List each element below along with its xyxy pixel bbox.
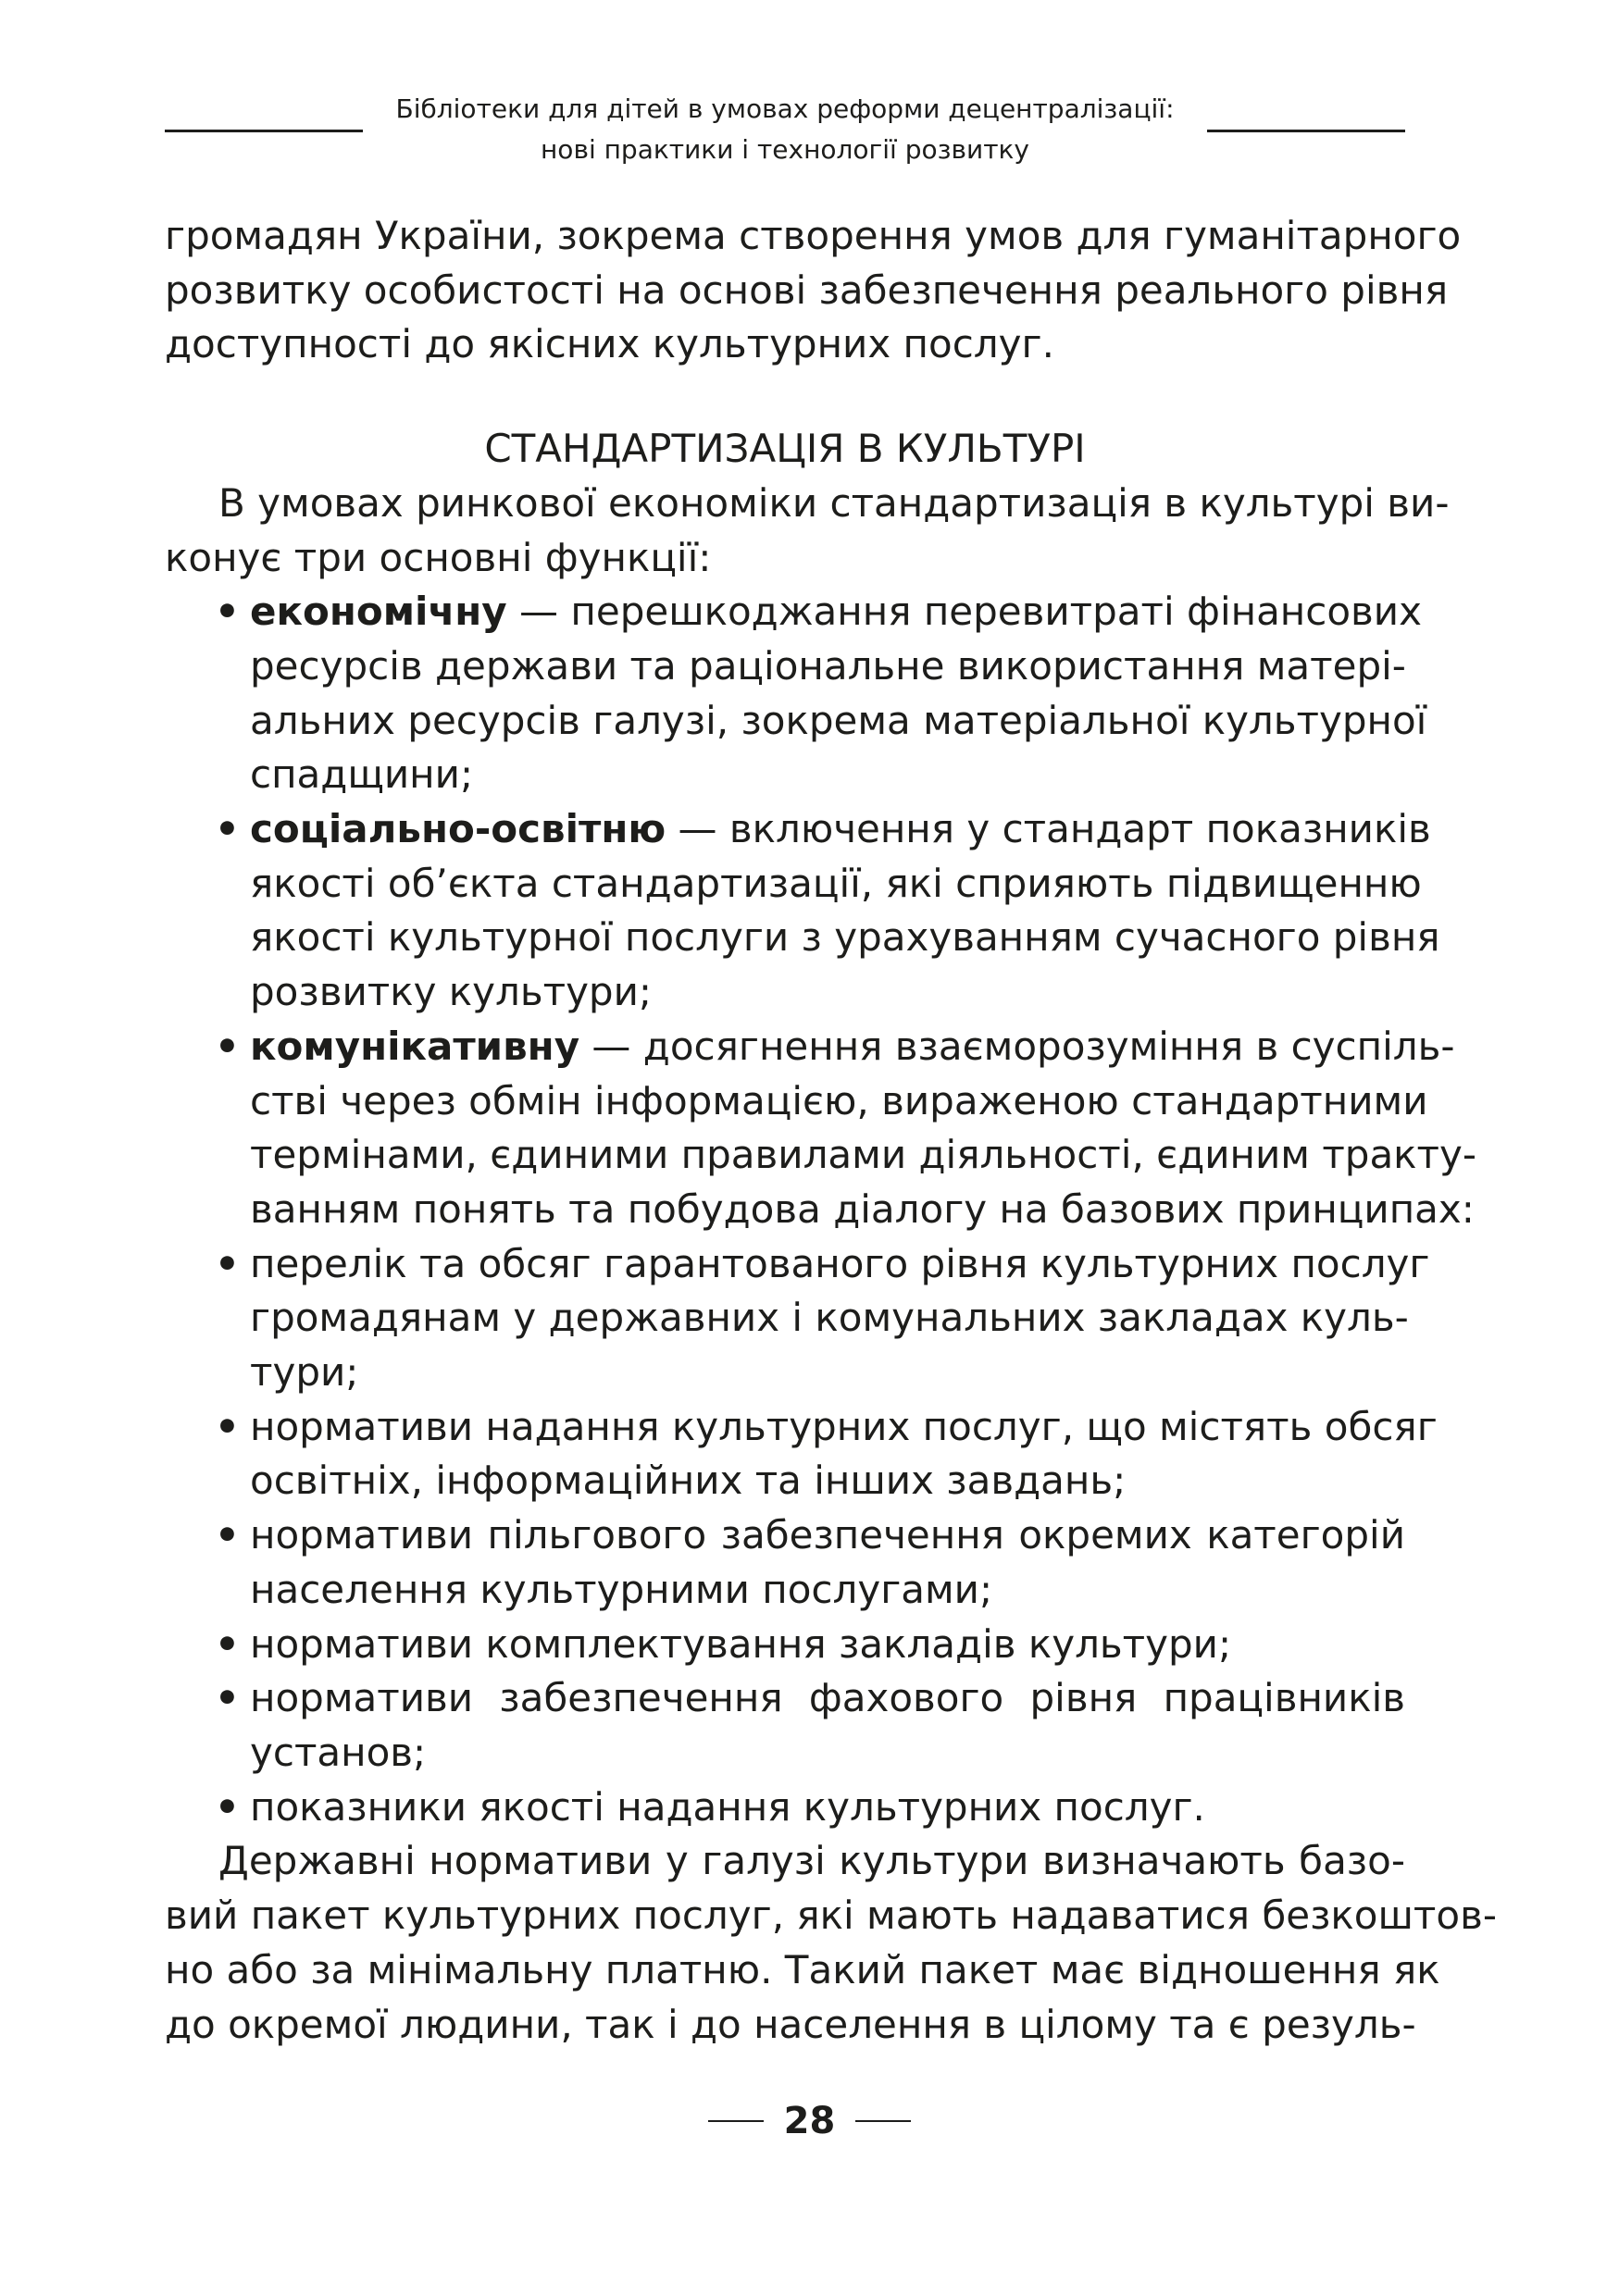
bullet-continuation: громадянам у державних і комунальних закладах куль-	[250, 1295, 1409, 1341]
list-item-text: нормативи комплектування закладів культури;	[250, 1620, 1232, 1667]
bullet-continuation: якості об’єкта стандартизації, які сприяють підвищенню	[250, 860, 1422, 906]
bullet-icon: •	[215, 806, 240, 852]
page-number: 28	[783, 2100, 836, 2142]
bullet-icon: •	[215, 1023, 240, 1069]
bullet-continuation: альних ресурсів галузі, зокрема матеріальної культурної	[250, 697, 1427, 743]
bullet-continuation: якості культурної послуги з урахуванням сучасного рівня	[250, 914, 1440, 961]
bullet-continuation: ресурсів держави та раціональне використання матері-	[250, 642, 1406, 689]
page-footer	[0, 2093, 1619, 2149]
bullet-continuation: освітніх, інформаційних та інших завдань;	[250, 1458, 1127, 1504]
bullet-icon: •	[215, 1675, 240, 1721]
list-item-text: нормативи пільгового забезпечення окремих категорій	[250, 1512, 1405, 1558]
bullet-icon: •	[215, 1783, 240, 1830]
bullet-continuation: термінами, єдиними правилами діяльності, єдиним тракту-	[250, 1132, 1477, 1178]
intro-line: доступності до якісних культурних послуг.	[165, 321, 1054, 367]
bullet-line	[165, 1400, 1438, 1455]
bullet-continuation: установ;	[250, 1729, 427, 1775]
closing-line: вий пакет культурних послуг, які мають надаватися безкоштов-	[165, 1893, 1497, 1939]
bullet-icon: •	[215, 589, 240, 635]
bullet-line	[165, 802, 1431, 857]
bullet-line	[165, 1618, 1405, 1672]
intro-line: громадян України, зокрема створення умов для гуманітарного	[165, 213, 1462, 258]
bullet-icon: •	[215, 1512, 240, 1558]
list-item-text: нормативи надання культурних послуг, що містять обсяг	[250, 1403, 1438, 1449]
list-item	[165, 1237, 1430, 1400]
list-item	[165, 1400, 1438, 1508]
function-item-communicative	[165, 1020, 1477, 1237]
header-title-line-2: нові практики і технології розвитку	[541, 134, 1029, 165]
function-description: — досягнення взаєморозуміння в суспіль-	[579, 1023, 1455, 1069]
bullet-icon: •	[215, 1240, 240, 1286]
section-heading: СТАНДАРТИЗАЦІЯ В КУЛЬТУРІ	[484, 426, 1086, 472]
list-item-text: нормативи забезпечення фахового рівня працівників	[250, 1675, 1405, 1721]
header-title-line-1: Бібліотеки для дітей в умовах реформи децентралізації:	[395, 93, 1175, 124]
bullet-line	[165, 1020, 1455, 1074]
list-item-text: перелік та обсяг гарантованого рівня культурних послуг	[250, 1240, 1430, 1286]
list-item	[165, 1508, 1405, 1617]
bullet-icon: •	[215, 1403, 240, 1449]
footer-rule-left	[708, 2120, 764, 2122]
header-rule-right	[1207, 130, 1405, 132]
page-body	[165, 209, 1497, 2052]
standards-list	[165, 1237, 1438, 1835]
bullet-line	[165, 1671, 1405, 1726]
running-header	[165, 89, 1405, 172]
closing-line: до окремої людини, так і до населення в цілому та є резуль-	[165, 2001, 1416, 2047]
bullet-continuation: ванням понять та побудова діалогу на базових принципах:	[250, 1185, 1475, 1232]
list-item	[165, 1671, 1405, 1780]
bullet-line	[165, 585, 1422, 639]
header-title	[378, 89, 1192, 170]
closing-line: Державні нормативи у галузі культури визначають базо-	[218, 1838, 1405, 1884]
list-item-text: показники якості надання культурних послуг.	[250, 1783, 1205, 1830]
lead-line: конує три основні функції:	[165, 534, 712, 580]
lead-paragraph	[165, 477, 1450, 585]
closing-line: но або за мінімальну платню. Такий пакет має відношення як	[165, 1946, 1440, 1992]
intro-paragraph	[165, 209, 1462, 372]
function-item-economic	[165, 585, 1427, 802]
bullet-continuation: тури;	[250, 1349, 359, 1396]
bullet-continuation: розвитку культури;	[250, 969, 653, 1015]
header-rule-left	[165, 130, 363, 132]
list-item	[165, 1781, 1405, 1835]
bullet-continuation: населення культурними послугами;	[250, 1566, 993, 1612]
bullet-line	[165, 1508, 1405, 1563]
functions-list	[165, 585, 1477, 1236]
function-term: соціально-освітню	[250, 806, 666, 852]
function-term: економічну	[250, 589, 507, 635]
function-item-social	[165, 802, 1440, 1020]
bullet-continuation: спадщини;	[250, 751, 474, 798]
bullet-icon: •	[215, 1620, 240, 1667]
bullet-continuation: стві через обмін інформацією, вираженою стандартними	[250, 1077, 1428, 1123]
bullet-line	[165, 1781, 1405, 1835]
bullet-line	[165, 1237, 1430, 1292]
function-description: — перешкоджання перевитраті фінансових	[506, 589, 1422, 635]
footer-rule-right	[855, 2120, 911, 2122]
list-item	[165, 1618, 1405, 1672]
function-term: комунікативну	[250, 1023, 580, 1069]
lead-line: В умовах ринкової економіки стандартизація в культурі ви-	[218, 479, 1450, 526]
intro-line: розвитку особистості на основі забезпечення реального рівня	[165, 267, 1449, 313]
function-description: — включення у стандарт показників	[666, 806, 1431, 852]
closing-paragraph	[165, 1834, 1497, 2052]
